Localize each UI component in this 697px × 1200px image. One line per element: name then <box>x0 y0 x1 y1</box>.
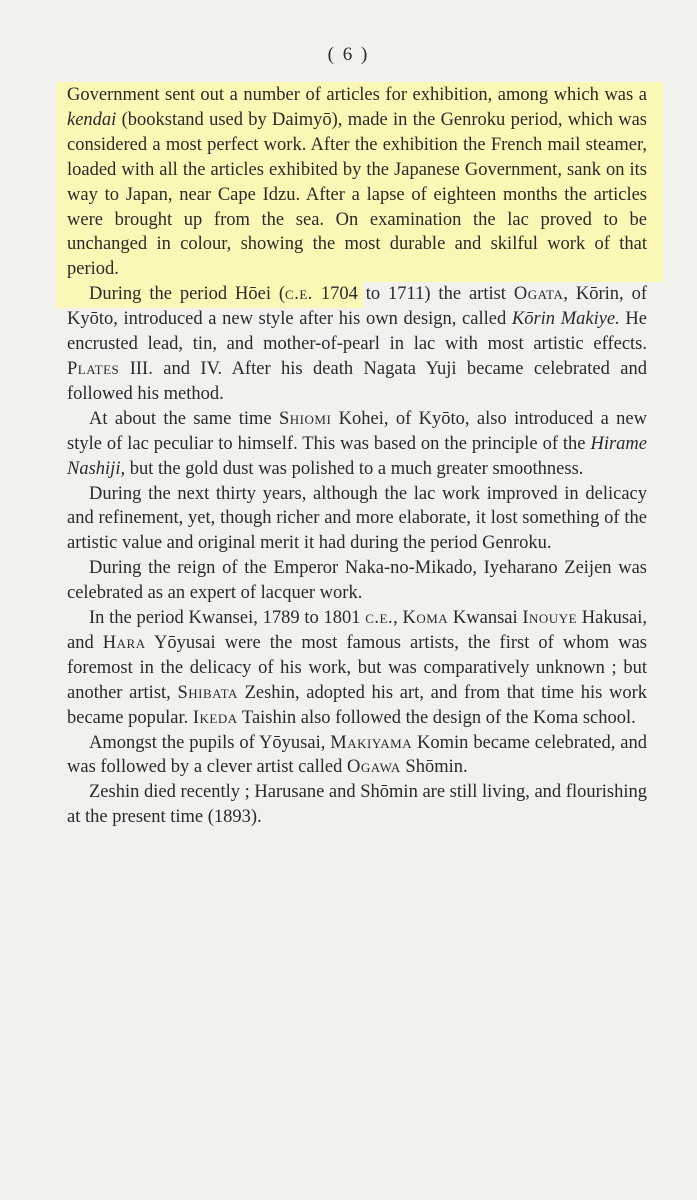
small-caps-name: Ogata <box>513 284 564 305</box>
italic-term: Hirame Nashiji, <box>67 433 647 479</box>
small-caps-name: Inouye <box>522 608 578 629</box>
small-caps-name: Koma <box>402 608 449 629</box>
small-caps-name: Shiomi <box>278 408 332 429</box>
text-run: (bookstand used by Daimyō), made in the Genroku period, which was considered a most perfect work. After the exhibition the French mail steamer, loaded with all the articles exhibited by the Japanese Government, sank on its way to Japan, near Cape Idzu. After a lapse of eighteen months the articles were brought up from the sea. On examination the lac proved to be unchanged in colour, showing the most durable and skilful work of that period. <box>67 109 647 280</box>
text-run: Zeshin died recently ; Harusane and Shōmin are still living, and flourishing at the present time (1893). <box>67 782 647 828</box>
small-caps-name: Ikeda <box>192 707 238 728</box>
text-run: but the gold dust was polished to a much greater smoothness. <box>125 458 584 479</box>
text-run: Shōmin. <box>400 757 468 778</box>
paragraph <box>67 606 647 731</box>
text-run: Amongst the pupils of Yōyusai, <box>89 732 331 753</box>
paragraph <box>67 407 647 482</box>
text-run: Hakusai, and <box>67 608 648 653</box>
italic-term: Kōrin Makiye. <box>511 309 620 330</box>
small-caps-name: Shibata <box>177 682 238 703</box>
text-run: During the next thirty years, although the lac work improved in delicacy and refinement, yet, though richer and more elaborate, it lost something of the artistic value and original merit it had during the period Genroku. <box>67 483 647 554</box>
small-caps-name: Plates <box>67 358 120 379</box>
text-run: Kwansai <box>448 608 523 629</box>
body-text <box>67 83 647 830</box>
text-run: Komin became celebrated, and was followed by a clever artist called <box>67 732 647 778</box>
text-run: Zeshin, adopted his art, and from that time his work became popular. <box>67 682 648 728</box>
paragraph <box>67 780 647 830</box>
text-run: In the period Kwansei, 1789 to 1801 <box>89 608 366 629</box>
text-run: Yōyusai were the most famous artists, the first of whom was foremost in the delicacy of his work, but was comparatively unknown ; but another artist, <box>67 632 648 703</box>
small-caps-name: c.e. <box>365 608 394 629</box>
text-run: At about the same time <box>89 408 279 429</box>
small-caps-name: c.e. <box>285 284 313 305</box>
text-run: 1704 to 1711) the artist <box>312 284 514 305</box>
small-caps-name: Hara <box>102 632 146 653</box>
page-number: ( 6 ) <box>327 44 370 65</box>
paragraph <box>67 482 647 557</box>
paragraph <box>67 83 647 282</box>
paragraph <box>67 731 647 781</box>
small-caps-name: Makiyama <box>330 732 413 753</box>
text-run: He encrusted lead, tin, and mother-of-pearl in lac with most artistic effects. <box>67 309 647 355</box>
paragraph <box>67 282 647 407</box>
text-run: During the period Hōei ( <box>89 284 286 305</box>
text-run: III. and IV. After his death Nagata Yuji became celebrated and followed his method. <box>67 358 647 404</box>
text-run: , <box>393 608 403 629</box>
small-caps-name: Ogawa <box>346 757 401 778</box>
text-run: Taishin also followed the design of the Koma school. <box>237 707 636 728</box>
text-run: , Kōrin, of Kyōto, introduced a new style after his own design, called <box>67 284 647 330</box>
italic-term: kendai <box>67 109 117 130</box>
paragraph <box>67 556 647 606</box>
text-run: Kohei, of Kyōto, also introduced a new style of lac peculiar to himself. This was based on the principle of the <box>67 408 647 454</box>
text-run: Government sent out a number of articles for exhibition, among which was a <box>67 85 647 105</box>
text-run: During the reign of the Emperor Naka-no-Mikado, Iyeharano Zeijen was celebrated as an expert of lacquer work. <box>67 558 647 604</box>
